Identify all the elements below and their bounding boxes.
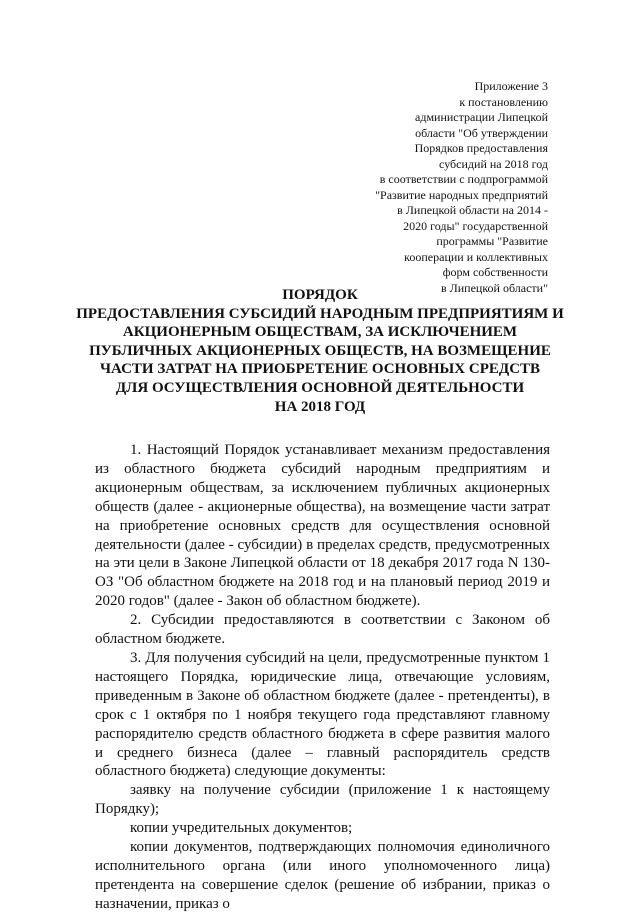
- title-line: ЧАСТИ ЗАТРАТ НА ПРИОБРЕТЕНИЕ ОСНОВНЫХ СРЕДСТВ: [99, 361, 541, 378]
- title-line: АКЦИОНЕРНЫМ ОБЩЕСТВАМ, ЗА ИСКЛЮЧЕНИЕМ: [122, 324, 518, 341]
- annex-line: администрации Липецкой: [415, 110, 548, 124]
- list-item-authority-copies: копии документов, подтверждающих полномочия единоличного исполнительного органа (или иного уполномоченного лица) претендента на совершение сделок (решение об избрании, приказ о назначении, приказ о: [95, 839, 550, 912]
- annex-line: области "Об утверждении: [415, 125, 548, 140]
- title-line: НА 2018 ГОД: [274, 398, 366, 415]
- annex-line: в Липецкой области": [440, 280, 548, 295]
- list-item-charter-copies: копии учредительных документов;: [130, 820, 353, 837]
- paragraph-3: 3. Для получения субсидий на цели, предусмотренные пунктом 1 настоящего Порядка, юридические лица, отвечающие условиям, приведенным в Законе об областном бюджете (далее - претенденты), в срок с 1 октября по 1 ноября текущего года представляют главному распорядителю средств областного бюджета в сфере развития малого и среднего бизнеса (далее – главный распорядитель средств областного бюджета) следующие документы:: [95, 649, 550, 780]
- title-line: ПОРЯДОК: [282, 287, 358, 303]
- annex-line: кооперации и коллективных: [404, 249, 548, 264]
- title-line: ПУБЛИЧНЫХ АКЦИОНЕРНЫХ ОБЩЕСТВ, НА ВОЗМЕЩЕНИЕ: [89, 342, 551, 359]
- document-body: [95, 441, 550, 914]
- annex-line: в соответствии с подпрограммой: [379, 172, 548, 186]
- title-line: ДЛЯ ОСУЩЕСТВЛЕНИЯ ОСНОВНОЙ ДЕЯТЕЛЬНОСТИ: [115, 379, 525, 396]
- annex-line: субсидий на 2018 год: [439, 156, 548, 171]
- annex-line: форм собственности: [442, 265, 548, 279]
- annex-header: [308, 79, 548, 296]
- annex-line: к постановлению: [459, 94, 548, 109]
- paragraph-1: 1. Настоящий Порядок устанавливает механизм предоставления из областного бюджета субсидий народным предприятиям и акционерным обществам, за исключением публичных акционерных обществ (далее - акционерные общества), на возмещение части затрат на приобретение основных средств для осуществления основной деятельности (далее - субсидии) в пределах средств, предусмотренных на эти цели в Законе Липецкой области от 18 декабря 2017 года N 130-ОЗ "Об областном бюджете на 2018 год и на плановый период 2019 и 2020 годов" (далее - Закон об областном бюджете).: [95, 442, 550, 610]
- document-title: [40, 286, 600, 416]
- annex-line: в Липецкой области на 2014 -: [397, 203, 548, 217]
- list-item-application: заявку на получение субсидии (приложение 1 к настоящему Порядку);: [95, 782, 550, 818]
- annex-line: 2020 годы" государственной: [403, 218, 548, 233]
- paragraph-2: 2. Субсидии предоставляются в соответствии с Законом об областном бюджете.: [95, 612, 550, 648]
- annex-line: Приложение 3: [474, 79, 548, 93]
- annex-line: программы "Развитие: [436, 234, 548, 248]
- title-line: ПРЕДОСТАВЛЕНИЯ СУБСИДИЙ НАРОДНЫМ ПРЕДПРИЯТИЯМ И: [76, 305, 564, 322]
- annex-line: Порядков предоставления: [414, 141, 548, 155]
- annex-line: "Развитие народных предприятий: [375, 187, 548, 202]
